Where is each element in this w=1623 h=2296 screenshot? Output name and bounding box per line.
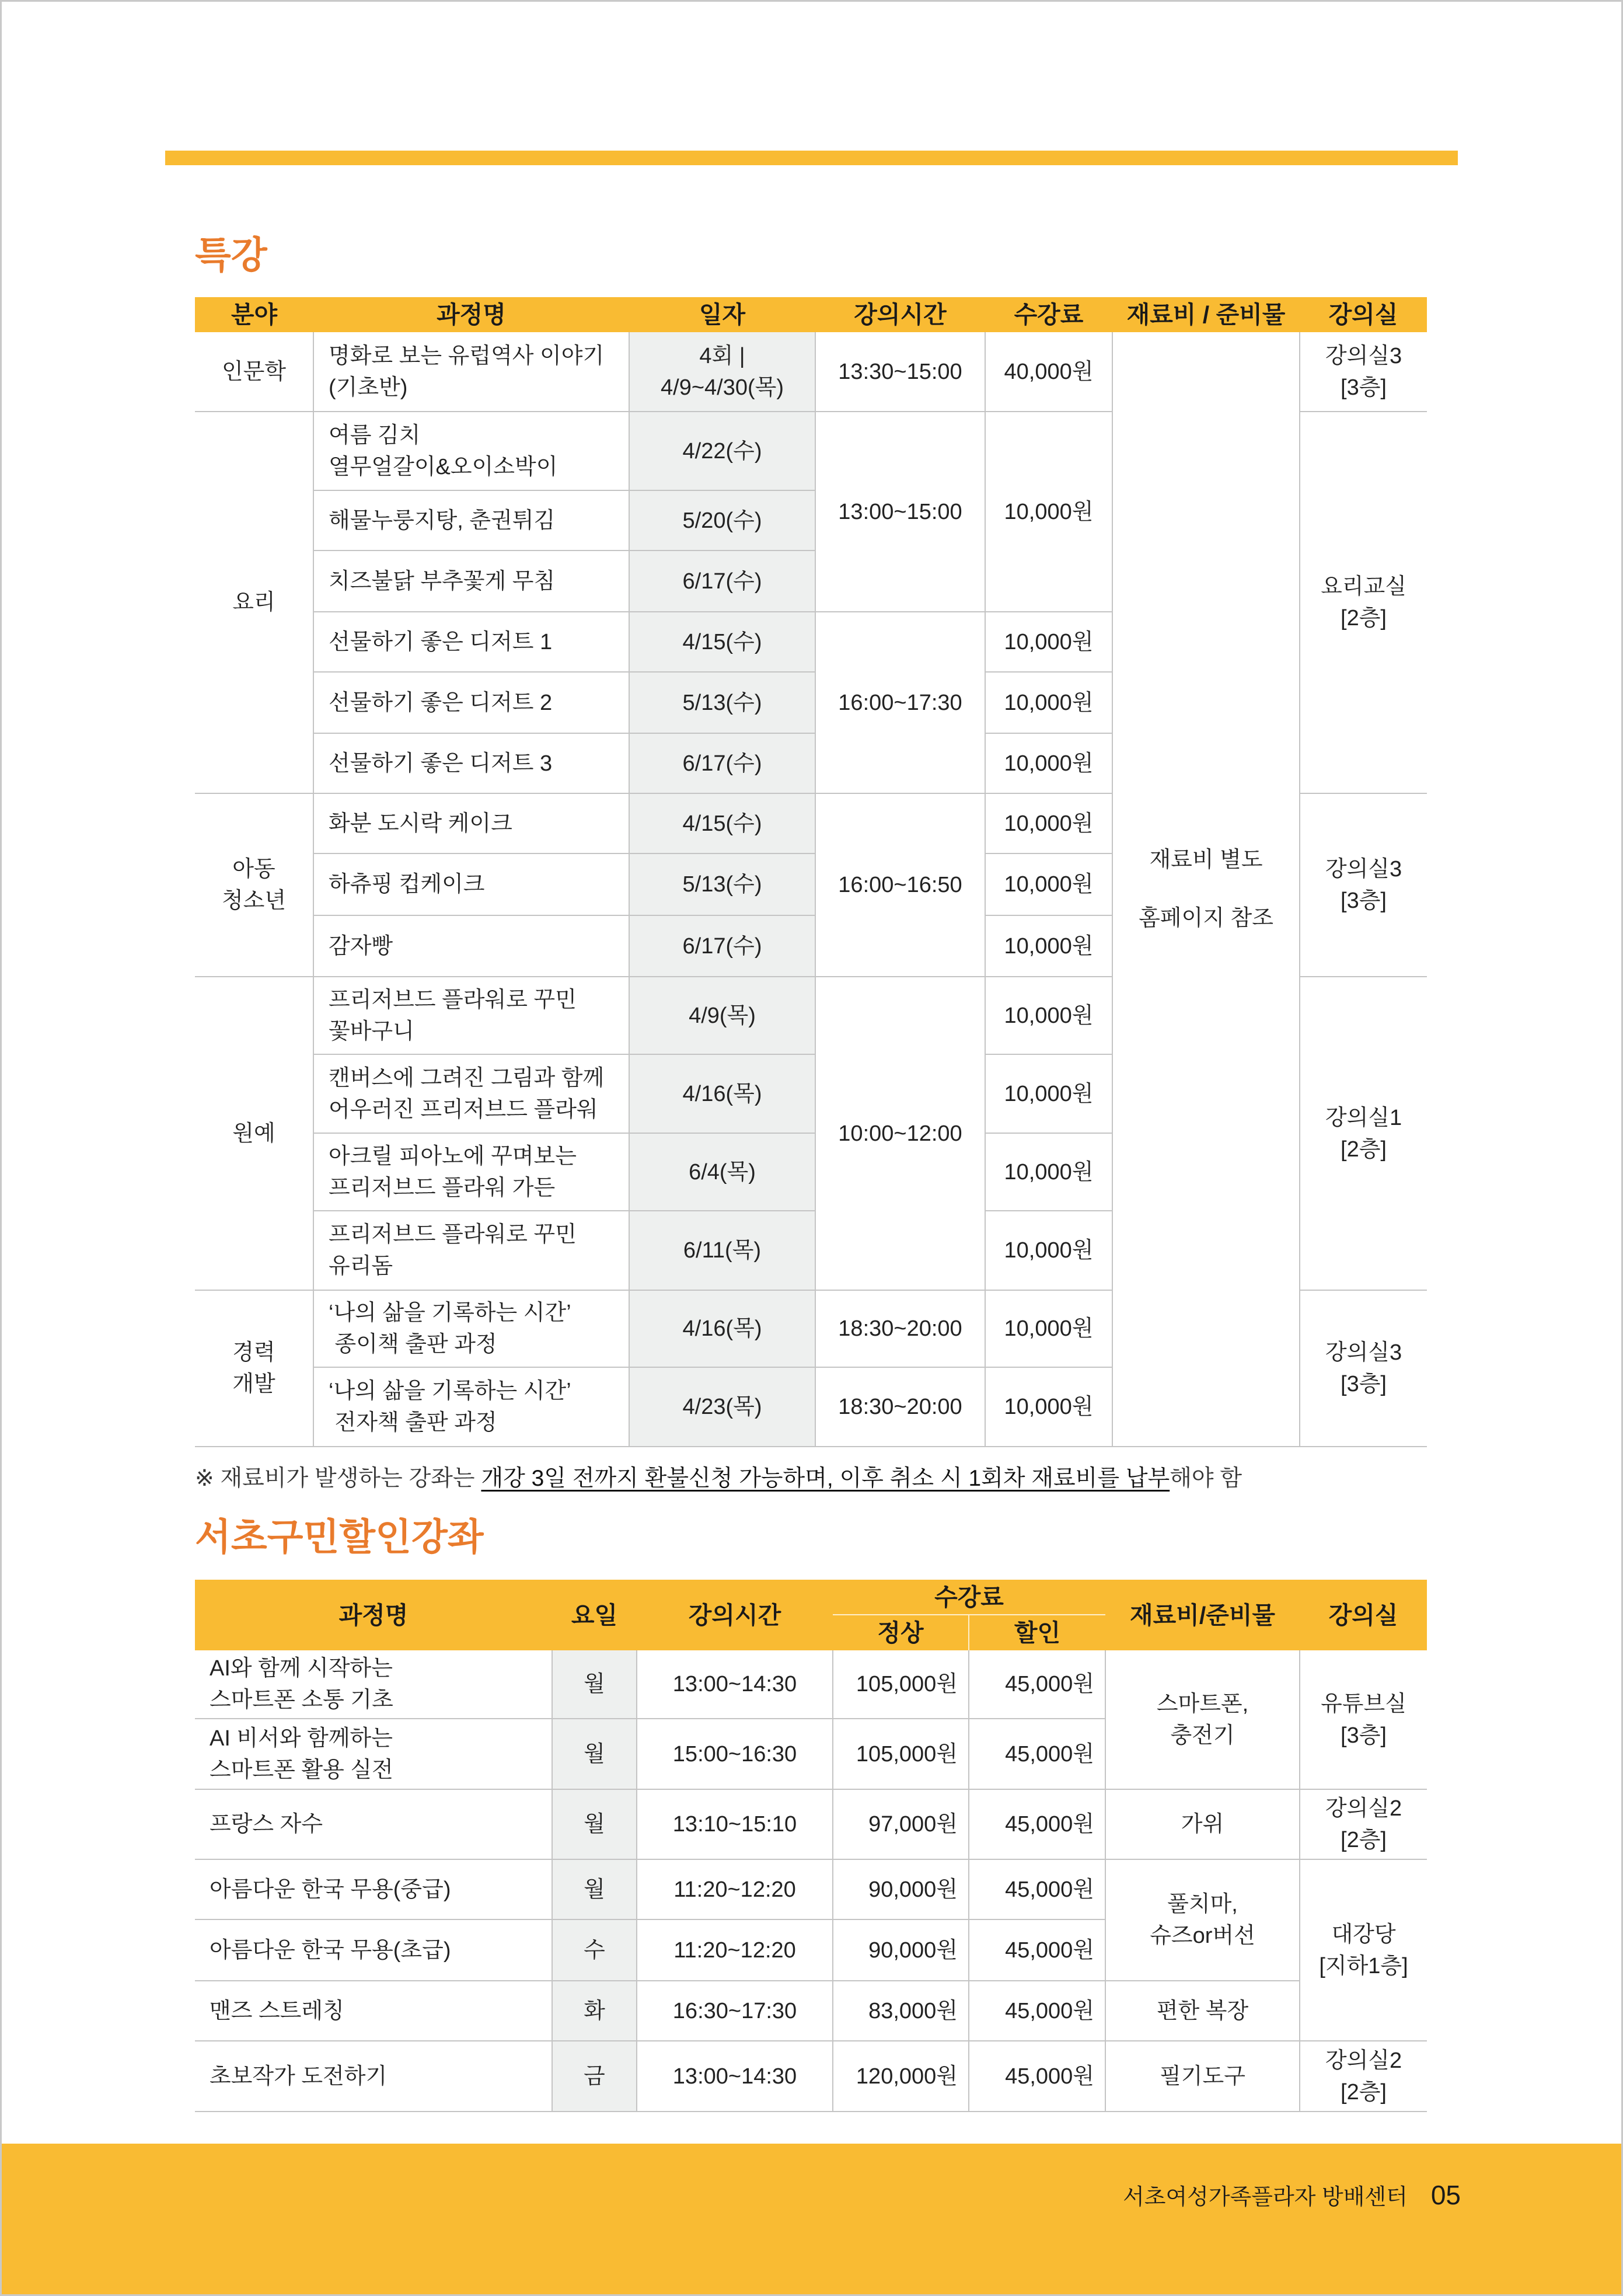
course-name: 하츄핑 컵케이크 <box>313 853 629 915</box>
fee-cell: 10,000원 <box>985 412 1112 612</box>
header-materials: 재료비/준비물 <box>1105 1580 1300 1650</box>
course-name: 프리저브드 플라워로 꾸민 꽃바구니 <box>313 977 629 1054</box>
fee-cell: 10,000원 <box>985 1133 1112 1211</box>
room-cell: 유튜브실 [3층] <box>1300 1650 1427 1789</box>
course-name: 감자빵 <box>313 915 629 977</box>
date-cell: 5/13(수) <box>629 672 815 733</box>
regular-fee-cell: 120,000원 <box>833 2041 969 2112</box>
date-cell: 4/22(수) <box>629 412 815 490</box>
header-time: 강의시간 <box>637 1580 833 1650</box>
room-cell: 강의실3 [3층] <box>1300 793 1427 977</box>
course-name: 프리저브드 플라워로 꾸민 유리돔 <box>313 1211 629 1290</box>
room-cell: 대강당 [지하1층] <box>1300 1859 1427 2041</box>
header-regular-fee: 정상 <box>833 1615 969 1650</box>
materials-cell: 편한 복장 <box>1105 1981 1300 2041</box>
footer-text <box>1123 2179 1461 2218</box>
course-name: AI 비서와 함께하는 스마트폰 활용 실전 <box>195 1719 552 1789</box>
course-name: 화분 도시락 케이크 <box>313 793 629 853</box>
discount-course-table <box>195 1580 1427 2112</box>
refund-notice <box>195 1462 1427 1495</box>
course-name: 아크릴 피아노에 꾸며보는 프리저브드 플라워 가든 <box>313 1133 629 1211</box>
fee-cell: 10,000원 <box>985 853 1112 915</box>
time-cell: 15:00~16:30 <box>637 1719 833 1789</box>
header-fee: 수강료 <box>833 1580 1105 1615</box>
header-materials: 재료비 / 준비물 <box>1112 297 1300 332</box>
header-field: 분야 <box>195 297 313 332</box>
fee-cell: 10,000원 <box>985 672 1112 733</box>
materials-cell: 스마트폰, 충전기 <box>1105 1650 1300 1789</box>
course-name: 해물누룽지탕, 춘권튀김 <box>313 490 629 551</box>
date-cell: 5/20(수) <box>629 490 815 551</box>
room-cell: 강의실3 [3층] <box>1300 1290 1427 1447</box>
discount-course-title: 서초구민할인강좌 <box>195 1516 484 1558</box>
time-cell: 10:00~12:00 <box>815 977 985 1290</box>
time-cell: 11:20~12:20 <box>637 1919 833 1981</box>
date-cell: 4/9(목) <box>629 977 815 1054</box>
table-header-row <box>195 297 1427 332</box>
room-cell: 강의실2 [2층] <box>1300 1789 1427 1859</box>
fee-cell: 10,000원 <box>985 1054 1112 1133</box>
table-header-row <box>195 1580 1427 1615</box>
course-name: 아름다운 한국 무용(초급) <box>195 1919 552 1981</box>
room-cell: 요리교실 [2층] <box>1300 412 1427 793</box>
day-cell: 월 <box>552 1859 637 1919</box>
discount-fee-cell: 45,000원 <box>969 1789 1105 1859</box>
date-cell: 4회 | 4/9~4/30(목) <box>629 332 815 412</box>
room-cell: 강의실3 [3층] <box>1300 332 1427 412</box>
time-cell: 13:00~14:30 <box>637 1650 833 1719</box>
header-fee: 수강료 <box>985 297 1112 332</box>
date-cell: 6/11(목) <box>629 1211 815 1290</box>
discount-fee-cell: 45,000원 <box>969 1919 1105 1981</box>
time-cell: 13:00~15:00 <box>815 412 985 612</box>
course-name: 아름다운 한국 무용(중급) <box>195 1859 552 1919</box>
time-cell: 13:10~15:10 <box>637 1789 833 1859</box>
field-cell: 아동 청소년 <box>195 793 313 977</box>
header-room: 강의실 <box>1300 297 1427 332</box>
date-cell: 6/17(수) <box>629 915 815 977</box>
course-name: ‘나의 삶을 기록하는 시간’ 종이책 출판 과정 <box>313 1290 629 1367</box>
page-number: 05 <box>1430 2180 1461 2210</box>
course-name: 명화로 보는 유럽역사 이야기 (기초반) <box>313 332 629 412</box>
header-day: 요일 <box>552 1580 637 1650</box>
day-cell: 월 <box>552 1789 637 1859</box>
date-cell: 4/23(목) <box>629 1367 815 1447</box>
room-cell: 강의실1 [2층] <box>1300 977 1427 1290</box>
discount-fee-cell: 45,000원 <box>969 1859 1105 1919</box>
table-row <box>195 1859 1427 1919</box>
footer-band <box>2 2144 1621 2294</box>
table-row <box>195 1789 1427 1859</box>
course-name: 선물하기 좋은 디저트 3 <box>313 733 629 793</box>
notice-suffix: 해야 함 <box>1170 1466 1242 1491</box>
header-time: 강의시간 <box>815 297 985 332</box>
day-cell: 화 <box>552 1981 637 2041</box>
regular-fee-cell: 105,000원 <box>833 1719 969 1789</box>
time-cell: 16:00~16:50 <box>815 793 985 977</box>
materials-cell <box>1112 332 1300 1447</box>
course-name: AI와 함께 시작하는 스마트폰 소통 기초 <box>195 1650 552 1719</box>
time-cell: 16:00~17:30 <box>815 612 985 793</box>
special-lecture-title: 특강 <box>195 234 267 276</box>
date-cell: 6/4(목) <box>629 1133 815 1211</box>
fee-cell: 10,000원 <box>985 1367 1112 1447</box>
special-lecture-table <box>195 297 1427 1447</box>
day-cell: 월 <box>552 1650 637 1719</box>
discount-fee-cell: 45,000원 <box>969 2041 1105 2112</box>
header-date: 일자 <box>629 297 815 332</box>
course-name: 프랑스 자수 <box>195 1789 552 1859</box>
date-cell: 4/16(목) <box>629 1054 815 1133</box>
fee-cell: 40,000원 <box>985 332 1112 412</box>
course-name: 선물하기 좋은 디저트 2 <box>313 672 629 733</box>
top-accent-bar <box>165 151 1458 165</box>
header-course: 과정명 <box>195 1580 552 1650</box>
regular-fee-cell: 90,000원 <box>833 1859 969 1919</box>
table-row <box>195 1650 1427 1719</box>
table-row <box>195 332 1427 412</box>
day-cell: 수 <box>552 1919 637 1981</box>
room-cell: 강의실2 [2층] <box>1300 2041 1427 2112</box>
course-name: 선물하기 좋은 디저트 1 <box>313 612 629 672</box>
course-name: 여름 김치 열무얼갈이&오이소박이 <box>313 412 629 490</box>
time-cell: 18:30~20:00 <box>815 1290 985 1367</box>
fee-cell: 10,000원 <box>985 793 1112 853</box>
date-cell: 4/15(수) <box>629 793 815 853</box>
field-cell: 인문학 <box>195 332 313 412</box>
header-discount-fee: 할인 <box>969 1615 1105 1650</box>
course-name: 치즈불닭 부추꽃게 무침 <box>313 551 629 612</box>
fee-cell: 10,000원 <box>985 733 1112 793</box>
table-row <box>195 1981 1427 2041</box>
time-cell: 11:20~12:20 <box>637 1859 833 1919</box>
date-cell: 5/13(수) <box>629 853 815 915</box>
time-cell: 18:30~20:00 <box>815 1367 985 1447</box>
day-cell: 월 <box>552 1719 637 1789</box>
notice-emphasis: 개강 3일 전까지 환불신청 가능하며, 이후 취소 시 1회차 재료비를 납부 <box>481 1466 1170 1491</box>
day-cell: 금 <box>552 2041 637 2112</box>
table-row <box>195 2041 1427 2112</box>
time-cell: 13:30~15:00 <box>815 332 985 412</box>
field-cell: 요리 <box>195 412 313 793</box>
course-name: ‘나의 삶을 기록하는 시간’ 전자책 출판 과정 <box>313 1367 629 1447</box>
field-cell: 경력 개발 <box>195 1290 313 1447</box>
materials-cell: 풀치마, 슈즈or버선 <box>1105 1859 1300 1981</box>
notice-prefix: ※ 재료비가 발생하는 강좌는 <box>195 1466 481 1491</box>
fee-cell: 10,000원 <box>985 977 1112 1054</box>
time-cell: 16:30~17:30 <box>637 1981 833 2041</box>
regular-fee-cell: 83,000원 <box>833 1981 969 2041</box>
regular-fee-cell: 97,000원 <box>833 1789 969 1859</box>
course-name: 맨즈 스트레칭 <box>195 1981 552 2041</box>
discount-fee-cell: 45,000원 <box>969 1650 1105 1719</box>
time-cell: 13:00~14:30 <box>637 2041 833 2112</box>
discount-fee-cell: 45,000원 <box>969 1719 1105 1789</box>
date-cell: 4/15(수) <box>629 612 815 672</box>
fee-cell: 10,000원 <box>985 1290 1112 1367</box>
fee-cell: 10,000원 <box>985 612 1112 672</box>
course-name: 초보작가 도전하기 <box>195 2041 552 2112</box>
materials-note-line: 홈페이지 참조 <box>1139 906 1273 931</box>
course-name: 캔버스에 그려진 그림과 함께 어우러진 프리저브드 플라워 <box>313 1054 629 1133</box>
regular-fee-cell: 90,000원 <box>833 1919 969 1981</box>
header-course: 과정명 <box>313 297 629 332</box>
field-cell: 원예 <box>195 977 313 1290</box>
date-cell: 6/17(수) <box>629 733 815 793</box>
materials-cell: 필기도구 <box>1105 2041 1300 2112</box>
materials-note-line: 재료비 별도 <box>1149 848 1263 872</box>
fee-cell: 10,000원 <box>985 915 1112 977</box>
regular-fee-cell: 105,000원 <box>833 1650 969 1719</box>
center-name: 서초여성가족플라자 방배센터 <box>1123 2185 1408 2210</box>
discount-fee-cell: 45,000원 <box>969 1981 1105 2041</box>
header-room: 강의실 <box>1300 1580 1427 1650</box>
fee-cell: 10,000원 <box>985 1211 1112 1290</box>
date-cell: 6/17(수) <box>629 551 815 612</box>
date-cell: 4/16(목) <box>629 1290 815 1367</box>
materials-cell: 가위 <box>1105 1789 1300 1859</box>
